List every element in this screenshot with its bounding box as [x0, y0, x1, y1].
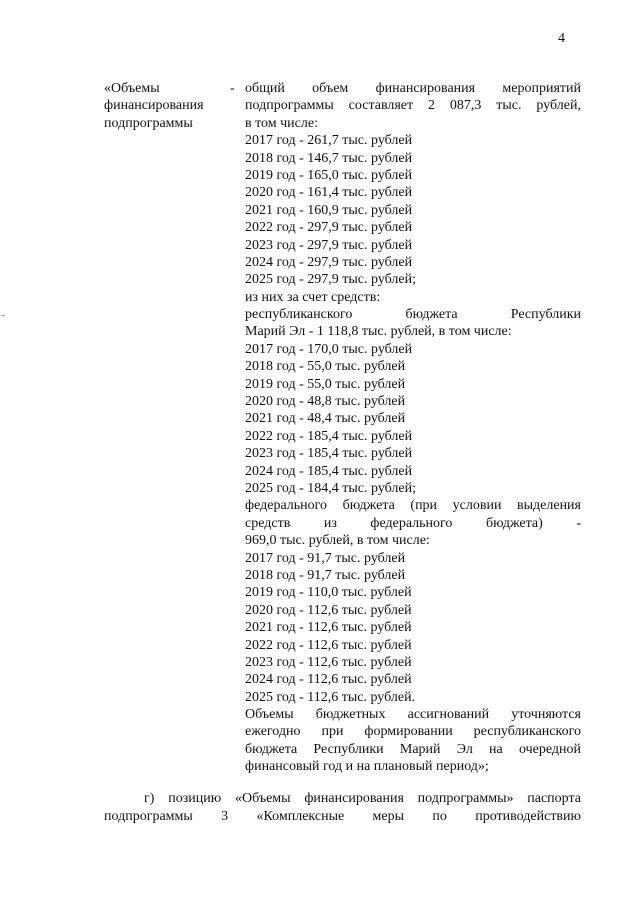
passport-value-line: подпрограммы составляет 2 087,3 тыс. рублей, [245, 98, 581, 114]
passport-value-line: федерального бюджета (при условии выделения [245, 498, 581, 514]
passport-value-line: 2019 год - 165,0 тыс. рублей [245, 167, 413, 183]
passport-value-line: бюджета Республики Марий Эл на очередной [245, 741, 581, 757]
passport-value-line: 2019 год - 110,0 тыс. рублей [245, 585, 412, 601]
passport-value-line: 2017 год - 91,7 тыс. рублей [245, 550, 406, 566]
passport-label-line: «Объемы [104, 81, 160, 96]
passport-value-line: 2025 год - 184,4 тыс. рублей; [245, 480, 417, 496]
passport-value-line: 2023 год - 297,9 тыс. рублей [245, 237, 413, 253]
passport-value-line: 2025 год - 112,6 тыс. рублей. [245, 689, 416, 705]
passport-value-line: ежегодно при формировании республиканского [245, 724, 581, 740]
passport-value-line: в том числе: [245, 115, 318, 131]
passport-value-line: 2025 год - 297,9 тыс. рублей; [245, 272, 417, 288]
passport-value-line: 2023 год - 185,4 тыс. рублей [245, 446, 413, 462]
passport-value-line: средств из федерального бюджета) - [245, 515, 581, 531]
passport-value-line: 2021 год - 48,4 тыс. рублей [245, 411, 406, 427]
passport-value-line: 2024 год - 297,9 тыс. рублей [245, 254, 413, 270]
passport-value-line: 2024 год - 185,4 тыс. рублей [245, 463, 413, 479]
passport-value-line: 2020 год - 112,6 тыс. рублей [245, 602, 412, 618]
passport-value-line: 2019 год - 55,0 тыс. рублей [245, 376, 406, 392]
passport-label-line: подпрограммы [104, 115, 193, 131]
passport-value-line: республиканского бюджета Республики [245, 307, 581, 323]
passport-value-line: 2020 год - 161,4 тыс. рублей [245, 185, 413, 201]
passport-value-line: 2022 год - 112,6 тыс. рублей [245, 637, 412, 653]
passport-value-line: 2018 год - 91,7 тыс. рублей [245, 567, 406, 583]
passport-value-line: 969,0 тыс. рублей, в том числе: [245, 533, 430, 549]
passport-value-line: 2023 год - 112,6 тыс. рублей [245, 654, 412, 670]
passport-value-line: 2017 год - 261,7 тыс. рублей [245, 133, 413, 149]
amendment-paragraph-line-1: г) позицию «Объемы финансирования подпрограммы» паспорта [144, 791, 581, 806]
passport-value-line: финансовый год и на плановый период»; [245, 759, 489, 775]
passport-value-line: 2018 год - 146,7 тыс. рублей [245, 150, 413, 166]
margin-mark [2, 315, 5, 316]
passport-value-line: 2021 год - 160,9 тыс. рублей [245, 202, 413, 218]
page-number: 4 [558, 31, 565, 46]
passport-value-line: 2018 год - 55,0 тыс. рублей [245, 359, 406, 375]
passport-value-line: 2021 год - 112,6 тыс. рублей [245, 620, 412, 636]
passport-dash: - [230, 81, 235, 96]
passport-value-line: 2017 год - 170,0 тыс. рублей [245, 341, 413, 357]
passport-value-line: Марий Эл - 1 118,8 тыс. рублей, в том числе: [245, 324, 512, 340]
passport-label-line: финансирования [104, 98, 204, 114]
amendment-paragraph [104, 790, 581, 826]
passport-value-line: из них за счет средств: [245, 289, 381, 305]
amendment-paragraph-line-2: подпрограммы 3 «Комплексные меры по противодействию [104, 809, 581, 824]
passport-value-line: 2020 год - 48,8 тыс. рублей [245, 394, 406, 410]
passport-value-line: 2024 год - 112,6 тыс. рублей [245, 672, 412, 688]
passport-position-label [104, 80, 229, 132]
passport-value-line: 2022 год - 297,9 тыс. рублей [245, 220, 413, 236]
passport-position-value [245, 80, 581, 776]
passport-value-line: общий объем финансирования мероприятий [245, 81, 581, 96]
passport-value-line: Объемы бюджетных ассигнований уточняются [245, 707, 581, 723]
passport-value-line: 2022 год - 185,4 тыс. рублей [245, 428, 413, 444]
